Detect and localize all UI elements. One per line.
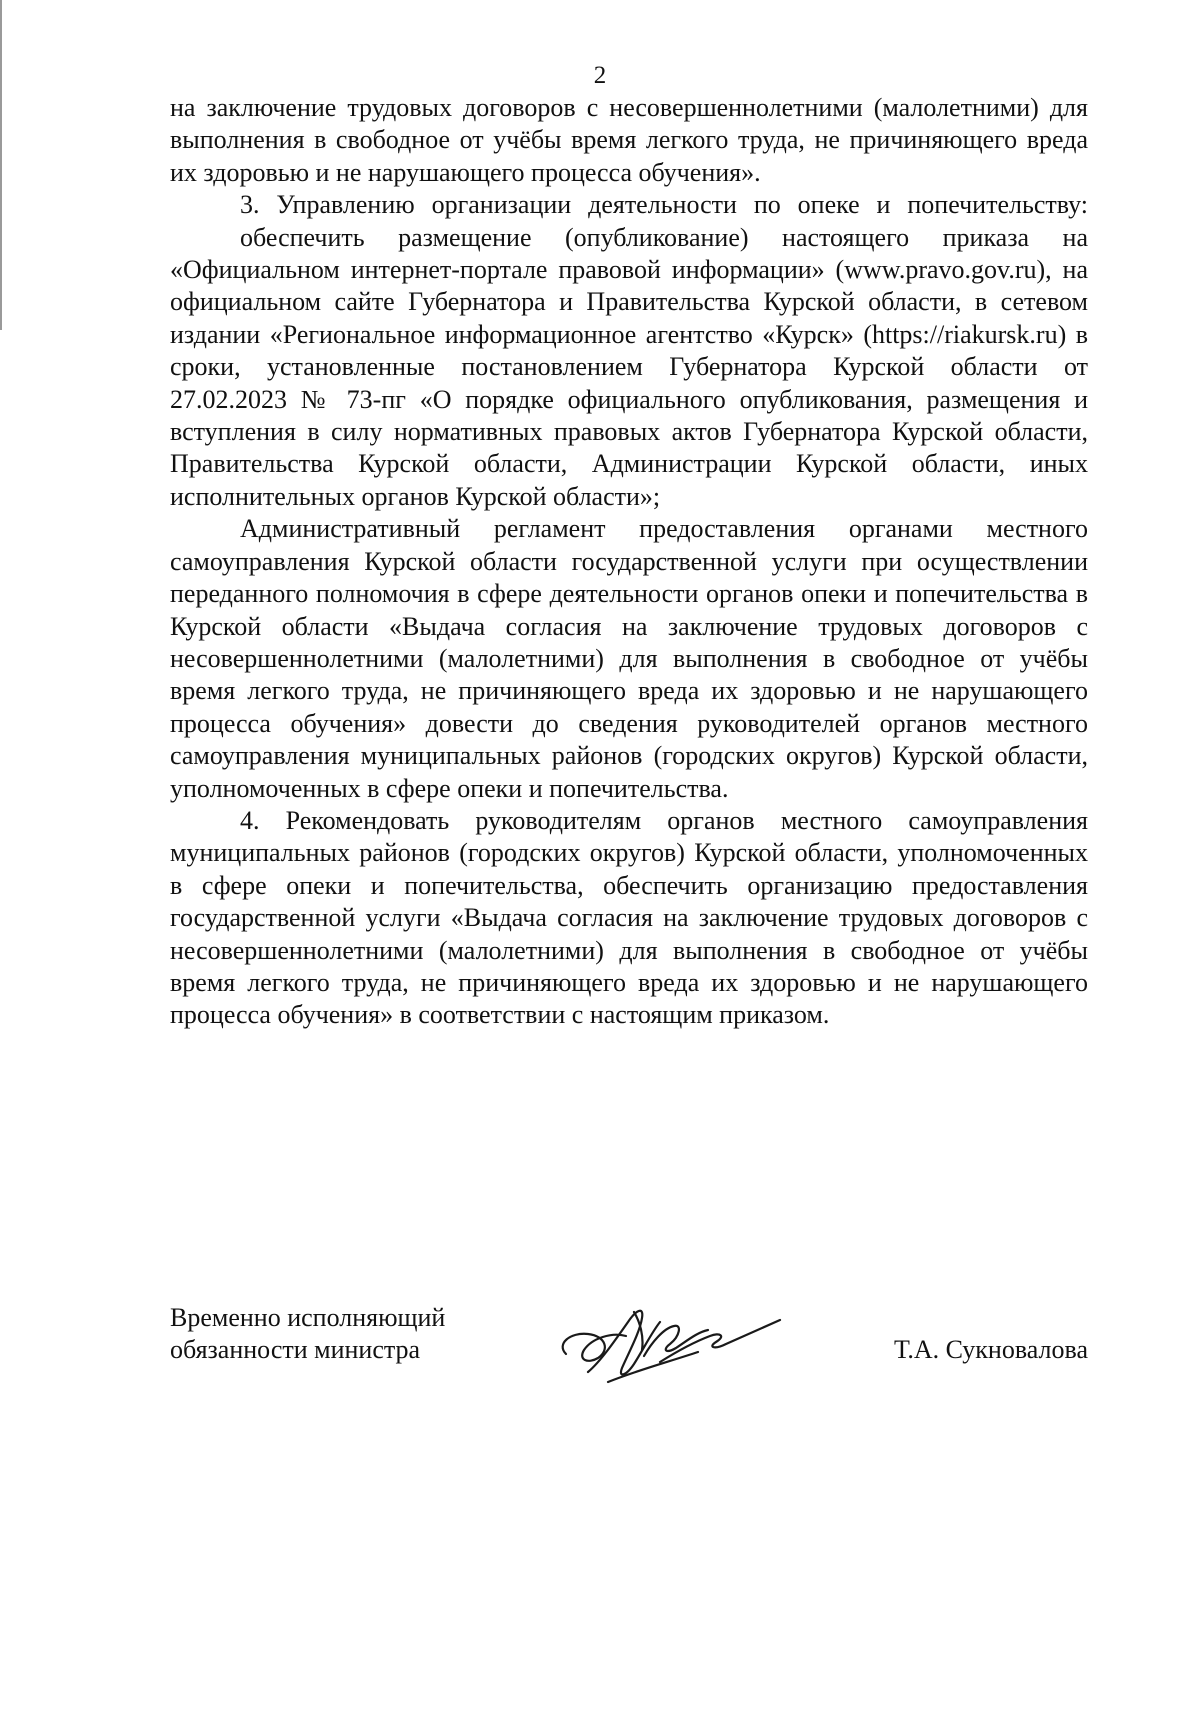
paragraph-publication: обеспечить размещение (опубликование) настоящего приказа на «Официальном интернет-портале правовой информации» (www.pravo.gov.ru), на официальном сайте Губернатора и Правительства Курской области, в сетевом издании «Региональное информационное агентство «Курск» (https://riakursk.ru) в сроки, установленные постановлением Губернатора Курской области от 27.02.2023 № 73-пг «О порядке официального опубликования, размещения и вступления в силу нормативных правовых актов Губернатора Курской области, Правительства Курской области, Администрации Курской области, иных исполнительных органов Курской области»; xyxy=(170,222,1088,511)
document-body xyxy=(170,92,1088,1032)
paragraph-item-3: 3. Управлению организации деятельности по опеке и попечительству: xyxy=(240,190,1088,220)
paragraph-regulation: Административный регламент предоставления органами местного самоуправления Курской области государственной услуги при осуществлении переданного полномочия в сфере деятельности органов опеки и попечительства в Курской области «Выдача согласия на заключение трудовых договоров с несовершеннолетними (малолетними) для выполнения в свободное от учёбы время легкого труда, не причиняющего вреда их здоровью и не нарушающего процесса обучения» довести до сведения руководителей органов местного самоуправления муниципальных районов (городских округов) Курской области, уполномоченных в сфере опеки и попечительства. xyxy=(170,514,1088,803)
scan-edge-line xyxy=(0,0,2,330)
signatory-position-line-2: обязанности министра xyxy=(170,1335,421,1365)
paragraph-item-4: 4. Рекомендовать руководителям органов местного самоуправления муниципальных районов (городских округов) Курской области, уполномоченных в сфере опеки и попечительства, обеспечить организацию предоставления государственной услуги «Выдача согласия на заключение трудовых договоров с несовершеннолетними (малолетними) для выполнения в свободное от учёбы время легкого труда, не причиняющего вреда их здоровью и не нарушающего процесса обучения» в соответствии с настоящим приказом. xyxy=(170,805,1088,1030)
paragraph-continuation: на заключение трудовых договоров с несовершеннолетними (малолетними) для выполнения в свободное от учёбы время легкого труда, не причиняющего вреда их здоровью и не нарушающего процесса обучения». xyxy=(170,93,1088,187)
signatory-position xyxy=(170,1302,445,1367)
signatory-name: Т.А. Сукновалова xyxy=(894,1335,1088,1364)
handwritten-signature xyxy=(548,1292,788,1392)
page-number: 2 xyxy=(593,62,607,89)
signature-block xyxy=(170,1302,1088,1392)
signatory-position-line-1: Временно исполняющий xyxy=(170,1303,446,1332)
